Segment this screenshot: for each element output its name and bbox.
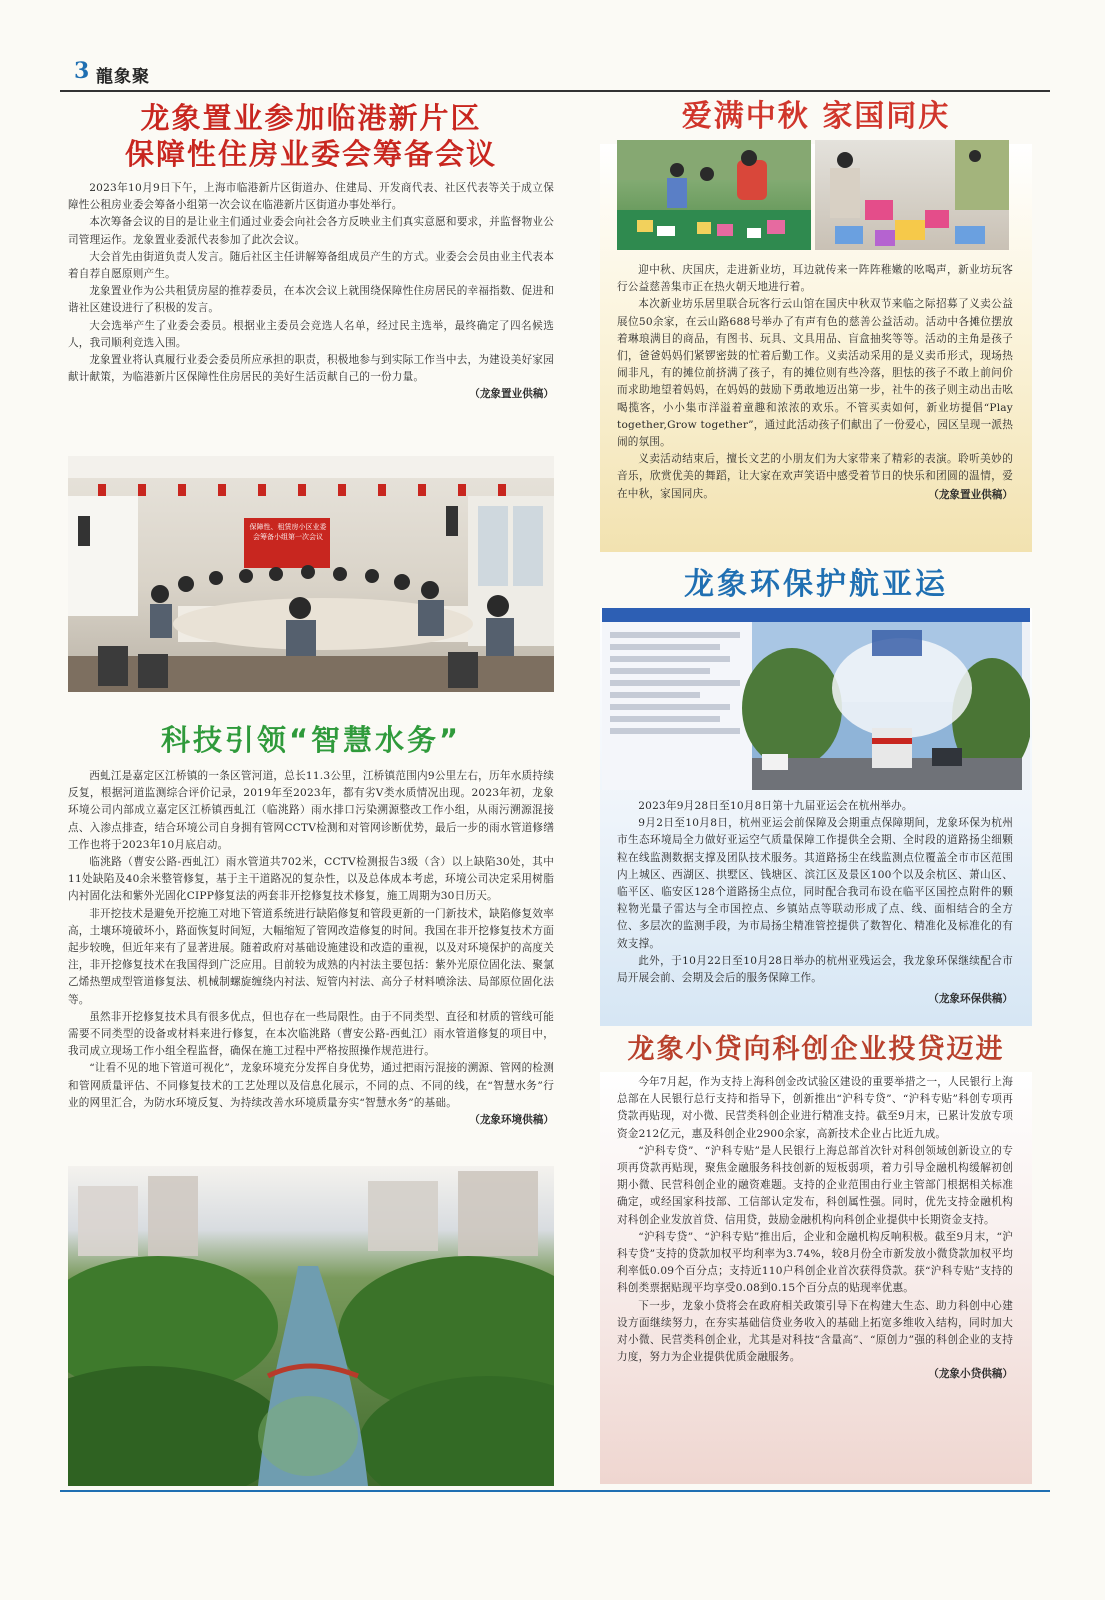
article-2 (68, 720, 554, 1128)
article-1-paragraph: 龙象置业作为公共租赁房屋的推荐委员，在本次会议上就围绕保障性住房居民的幸福指数、促进和谐社区建设进行了积极的发言。 (68, 285, 554, 315)
article-2-paragraph: 非开挖技术是避免开挖施工对地下管道系统进行缺陷修复和管段更新的一门新技术，缺陷修复效率高，土壤环境破坏小，路面恢复时间短，大幅缩短了管网改造修复的时间。我国在非开挖修复技术方面起步较晚，但近年来有了显著进展。随着政府对基础设施建设和改造的重视，以及对环境保护的高度关注，非开挖修复技术在我国得到广泛应用。目前较为成熟的内衬法主要包括：紫外光原位固化法、聚氯乙烯热塑成型管道修复法、机械制螺旋缠绕内衬法、短管内衬法、高分子材料喷涂法、局部原位固化法等。 (68, 907, 554, 1006)
article-5-paragraph: “沪科专贷”、“沪科专贴”是人民银行上海总部首次针对科创领域创新设立的专项再贷款再贴现，聚焦金融服务科技创新的短板弱项，着力引导金融机构缓解初创期小微、民营科创企业的融资难题。支持的企业范围由行业主管部门根据相关标准确定，或经国家科技部、工信部认定发布，科创属性强。同时，优先支持金融机构对科创企业发放首贷、信用贷，鼓励金融机构向科创企业提供中长期资金支持。 (617, 1144, 1013, 1226)
article-3-body (617, 262, 1013, 503)
article-5-source: （龙象小贷供稿） (928, 1368, 1013, 1381)
river-photo-drawing (68, 1166, 554, 1486)
article-3-paragraph: 本次新业坊乐居里联合玩客行云山馆在国庆中秋双节来临之际招募了义卖公益展位50余家，在云山路688号举办了有声有色的慈善公益活动。活动中各摊位摆放着琳琅满目的商品，有图书、玩具、文具用品、盲盒抽奖等等。活动的主角是孩子们，爸爸妈妈们紧锣密鼓的忙着后勤工作。义卖活动采用的是义卖币形式，现场热闹非凡，有的摊位前挤满了孩子，有的摊位则有些冷落，胆怯的孩子不敢上前问价而求助地望着妈妈，在妈妈的鼓励下勇敢地迈出第一步，社牛的孩子则主动出击吆喝揽客，小小集市洋溢着童趣和浓浓的欢乐。不管买卖如何，新业坊提倡“Play together,Grow together”，通过此活动孩子们献出了一份爱心，园区呈现一派热闹的氛围。 (617, 298, 1013, 449)
dust-monitor-screenshot (602, 608, 1030, 790)
article-4-body (617, 798, 1013, 1007)
article-4 (602, 564, 1030, 606)
article-2-paragraph: 临洮路（曹安公路-西虬江）雨水管道共702米，CCTV检测报告3级（含）以上缺陷30处，其中11处缺陷及40余米整管修复，基于主干道路况的复杂性，以及总体成本考虑，环境公司决定采用树脂内衬固化法和紫外光固化CIPP修复法的两套非开挖修复技术修复，施工周期为30日历天。 (68, 856, 554, 903)
dust-monitor-drawing (602, 608, 1030, 790)
article-2-source: （龙象环境供稿） (469, 1114, 554, 1127)
article-1-paragraph: 大会选举产生了业委会委员。根据业主委员会竞选人名单，经过民主选举，最终确定了四名候选人，我司顺利竞选入围。 (68, 319, 554, 349)
charity-photo-left-drawing (617, 140, 811, 250)
meeting-photo (68, 456, 554, 692)
article-1-source: （龙象置业供稿） (469, 388, 554, 401)
article-2-paragraph: 西虬江是嘉定区江桥镇的一条区管河道，总长11.3公里，江桥镇范围内9公里左右，历年水质持续反复，根据河道监测综合评价记录，2019年至2023年，都有劣Ⅴ类水质情况出现。2023年初，龙象环境公司内部成立嘉定区江桥镇西虬江（临洮路）雨水排口污染溯源整改工作小组，从雨污溯源混接点、入渗点排查，结合环境公司自身拥有管网CCTV检测和对管网诊断优势，最后一步的雨水管道修缮工作也将于2023年10月底启动。 (68, 770, 554, 851)
meeting-screen-text: 保障性、租赁房小区业委会筹备小组第一次会议 (249, 523, 327, 541)
article-3-source: （龙象置业供稿） (928, 488, 1013, 501)
article-5-paragraph: 下一步，龙象小贷将会在政府相关政策引导下在构建大生态、助力科创中心建设方面继续努力，在夯实基础信贷业务收入的基础上拓宽多维收入结构，同时加大对小微、民营类科创企业，尤其是对科技“含量高”、“原创力”强的科创企业的支持力度，努力为企业提供优质金融服务。 (617, 1299, 1013, 1364)
article-3-title: 爱满中秋 家国同庆 (681, 99, 951, 134)
charity-photo-right-drawing (815, 140, 1009, 250)
article-1-paragraph: 2023年10月9日下午，上海市临港新片区街道办、住建局、开发商代表、社区代表等关于成立保障性公租房业委会筹备小组第一次会议在临港新片区街道办事处举行。 (68, 182, 554, 212)
article-3-paragraph: 迎中秋、庆国庆，走进新业坊，耳边就传来一阵阵稚嫩的吆喝声，新业坊玩客行公益慈善集市正在热火朝天地进行着。 (617, 264, 1013, 294)
article-1 (68, 100, 554, 402)
river-aerial-photo (68, 1166, 554, 1486)
page-header (60, 56, 1050, 92)
article-1-paragraph: 龙象置业将认真履行业委会委员所应承担的职责，积极地参与到实际工作当中去，为建设美好家园献计献策，为临港新片区保障性住房居民的美好生活贡献自己的一份力量。 (68, 354, 554, 384)
article-4-title: 龙象环保护航亚运 (684, 567, 948, 602)
article-3 (602, 96, 1030, 138)
article-1-paragraph: 大会首先由街道负责人发言。随后社区主任讲解筹备组成员产生的方式。业委会会员由业主代表本着自荐自愿原则产生。 (68, 250, 554, 281)
article-5-body (617, 1074, 1013, 1382)
article-5 (602, 1030, 1030, 1070)
article-1-paragraph: 本次筹备会议的目的是让业主们通过业委会向社会各方反映业主们真实意愿和要求，并监督物业公司管理运作。龙象置业委派代表参加了此次会议。 (68, 216, 554, 246)
article-5-paragraph: 今年7月起，作为支持上海科创金改试验区建设的重要举措之一，人民银行上海总部在人民银行总行支持和指导下，创新推出“沪科专贷”、“沪科专贴”科创专项再贷款再贴现，对小微、民营类科创企业进行精准支持。截至9月末，已累计发放专项资金212亿元，惠及科创企业2900余家，高新技术企业占比近九成。 (617, 1076, 1013, 1140)
article-2-paragraph: 虽然非开挖修复技术具有很多优点，但也存在一些局限性。由于不同类型、直径和材质的管线可能需要不同类型的设备或材料来进行修复，在本次临洮路（曹安公路-西虬江）雨水管道修复的项目中，我司成立现场工作小组全程监督，确保在施工过程中严格按照操作规范进行。 (68, 1010, 554, 1058)
bottom-rule (60, 1490, 1050, 1492)
article-1-title-line1: 龙象置业参加临港新片区 (140, 101, 482, 135)
meeting-photo-drawing (68, 456, 554, 692)
charity-market-photo-left (617, 140, 811, 250)
article-4-source: （龙象环保供稿） (928, 993, 1013, 1006)
article-4-paragraph: 此外，于10月22日至10月28日举办的杭州亚残运会，我龙象环保继续配合市局开展会前、会期及会后的服务保障工作。 (617, 954, 1013, 985)
article-2-title: 科技引领“智慧水务” (160, 723, 462, 757)
article-5-paragraph: “沪科专贷”、“沪科专贴”推出后，企业和金融机构反响积极。截至9月末，“沪科专贷”支持的贷款加权平均利率为3.74%，较8月份全市新发放小微贷款加权平均利率低0.09个百分点；支持近110户科创企业首次获得贷款。获“沪科专贴”支持的科创类票据贴现平均享受0.08到0.15个百分点的贴现率优惠。 (617, 1230, 1013, 1295)
article-5-title: 龙象小贷向科创企业投贷迈进 (627, 1034, 1005, 1065)
article-4-paragraph: 2023年9月28日至10月8日第十九届亚运会在杭州举办。 (638, 800, 913, 812)
article-1-title-line2: 保障性住房业委会筹备会议 (124, 137, 497, 171)
masthead-logo: 龍象聚 (96, 67, 150, 87)
article-2-paragraph: “让看不见的地下管道可视化”，龙象环境充分发挥自身优势，通过把雨污混接的溯源、管网的检测和管网质量评估、不同修复技术的工艺处理以及信息化展示，不同的点、不同的线，在“智慧水务”行业的网里汇合，为防水环境反复、为持续改善水环境质量夯实“智慧水务”的基础。 (68, 1062, 554, 1109)
charity-market-photo-right (815, 140, 1009, 250)
article-3-paragraph: 义卖活动结束后，擅长文艺的小朋友们为大家带来了精彩的表演。聆听美妙的音乐，欣赏优美的舞蹈，让大家在欢声笑语中感受着节日的快乐和团圆的温情，爱在中秋，家国同庆。 (617, 453, 1013, 500)
article-4-paragraph: 9月2日至10月8日，杭州亚运会前保障及会期重点保障期间，龙象环保为杭州市生态环境局全力做好亚运空气质量保障工作提供全会期、全时段的道路扬尘细颗粒在线监测数据支撑及团队技术服务。其道路扬尘在线监测点位覆盖全市市区范围内上城区、西湖区、拱墅区、钱塘区、滨江区及景区100个以及余杭区、萧山区、临平区、临安区128个道路扬尘点位，同时配合我司布设在临平区国控点附件的颗粒物光量子雷达与全市国控点、乡镇站点等联动形成了点、线、面相结合的全方位、多层次的监测手段，为市局扬尘精准管控提供了数智化、精准化及标准化的有效支撑。 (617, 817, 1013, 950)
page-number: 3 (74, 58, 90, 84)
